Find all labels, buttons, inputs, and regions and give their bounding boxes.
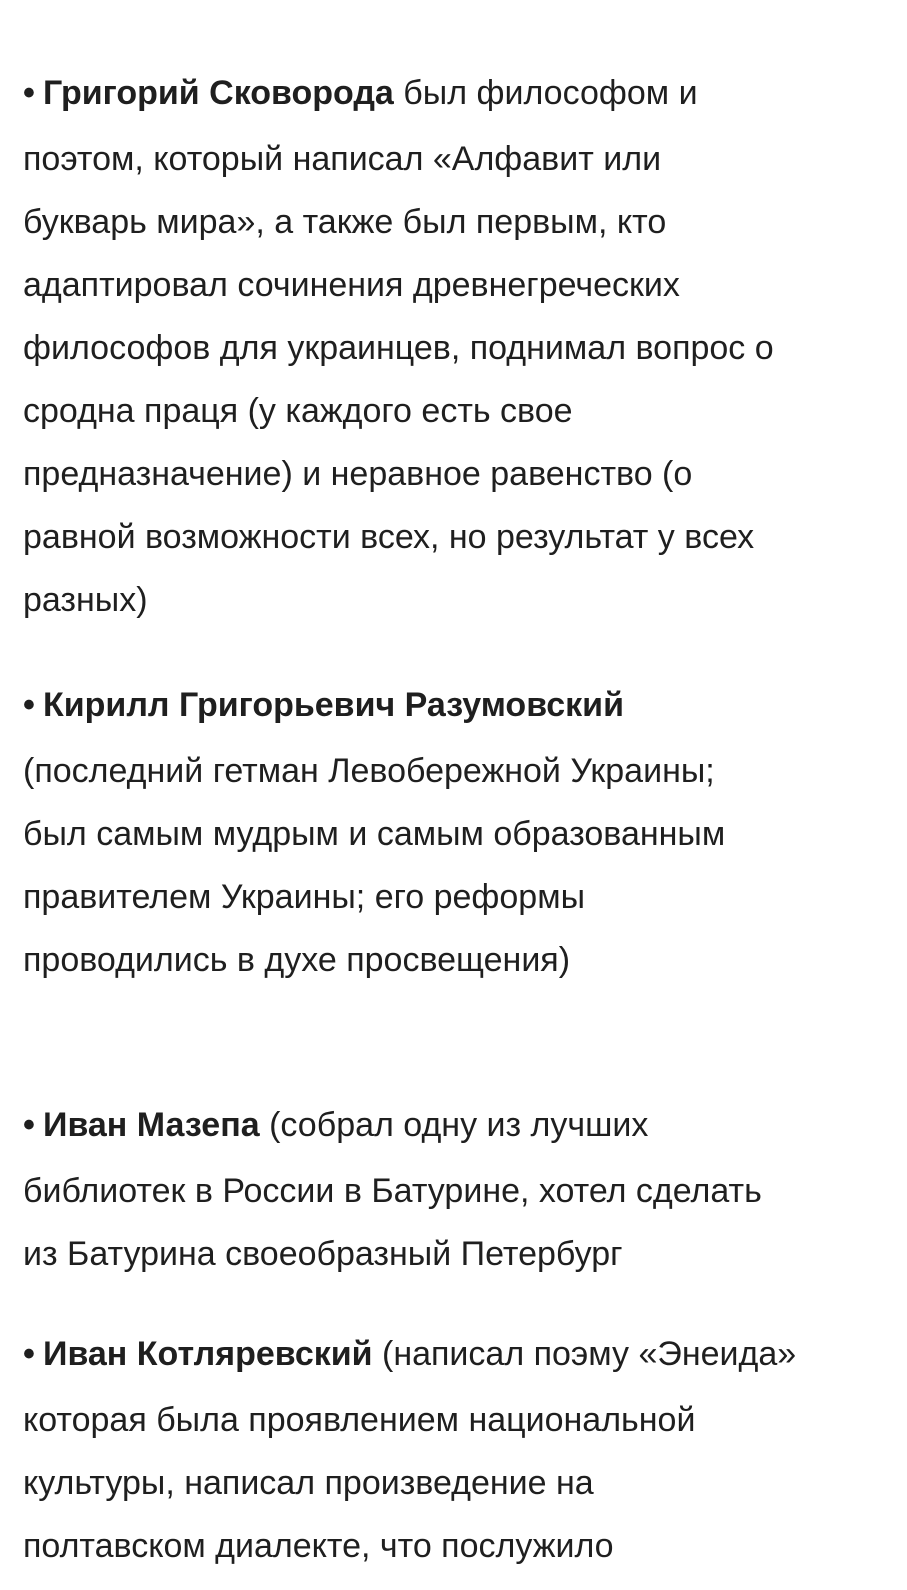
person-name: Иван Мазепа bbox=[43, 1106, 260, 1144]
entry-line: разных) bbox=[23, 581, 148, 619]
entry-first-line bbox=[23, 1323, 907, 1389]
entry-line: букварь мира», а также был первым, кто bbox=[23, 203, 667, 241]
person-name: Кирилл Григорьевич Разумовский bbox=[43, 686, 624, 724]
entry-first-line bbox=[23, 1094, 907, 1160]
entry-line: правителем Украины; его реформы bbox=[23, 878, 586, 916]
entry-line: поэтом, который написал «Алфавит или bbox=[23, 140, 662, 178]
entry-line: которая была проявлением национальной bbox=[23, 1401, 696, 1439]
entry-first-line bbox=[23, 674, 907, 740]
entry-line: адаптировал сочинения древнегреческих bbox=[23, 266, 680, 304]
entry-text: был философом и bbox=[393, 74, 698, 112]
list-item-razumovsky bbox=[23, 674, 907, 992]
list-item-skovoroda bbox=[23, 62, 907, 632]
bullet: • bbox=[23, 1335, 35, 1373]
entry-line: (последний гетман Левобережной Украины; bbox=[23, 752, 715, 790]
entry-line: проводились в духе просвещения) bbox=[23, 941, 571, 979]
person-name: Григорий Сковорода bbox=[43, 74, 394, 112]
entry-line: сродна праця (у каждого есть свое bbox=[23, 392, 573, 430]
entry-line: полтавском диалекте, что послужило bbox=[23, 1527, 614, 1565]
list-item-mazepa bbox=[23, 1094, 907, 1286]
entry-line: предназначение) и неравное равенство (о bbox=[23, 455, 693, 493]
bullet: • bbox=[23, 686, 35, 724]
entry-line: философов для украинцев, поднимал вопрос о bbox=[23, 329, 774, 367]
entry-line: был самым мудрым и самым образованным bbox=[23, 815, 726, 853]
person-name: Иван Котляревский bbox=[43, 1335, 373, 1373]
entry-line: библиотек в России в Батурине, хотел сделать bbox=[23, 1172, 762, 1210]
entry-line: культуры, написал произведение на bbox=[23, 1464, 594, 1502]
document-body bbox=[23, 62, 907, 1578]
entry-text: (собрал одну из лучших bbox=[259, 1106, 649, 1144]
entry-line: из Батурина своеобразный Петербург bbox=[23, 1235, 623, 1273]
bullet: • bbox=[23, 1106, 35, 1144]
entry-line: равной возможности всех, но результат у всех bbox=[23, 518, 755, 556]
entry-text: (написал поэму «Энеида» bbox=[372, 1335, 797, 1373]
bullet: • bbox=[23, 74, 35, 112]
list-item-kotlyarevsky bbox=[23, 1323, 907, 1578]
entry-first-line bbox=[23, 62, 907, 128]
